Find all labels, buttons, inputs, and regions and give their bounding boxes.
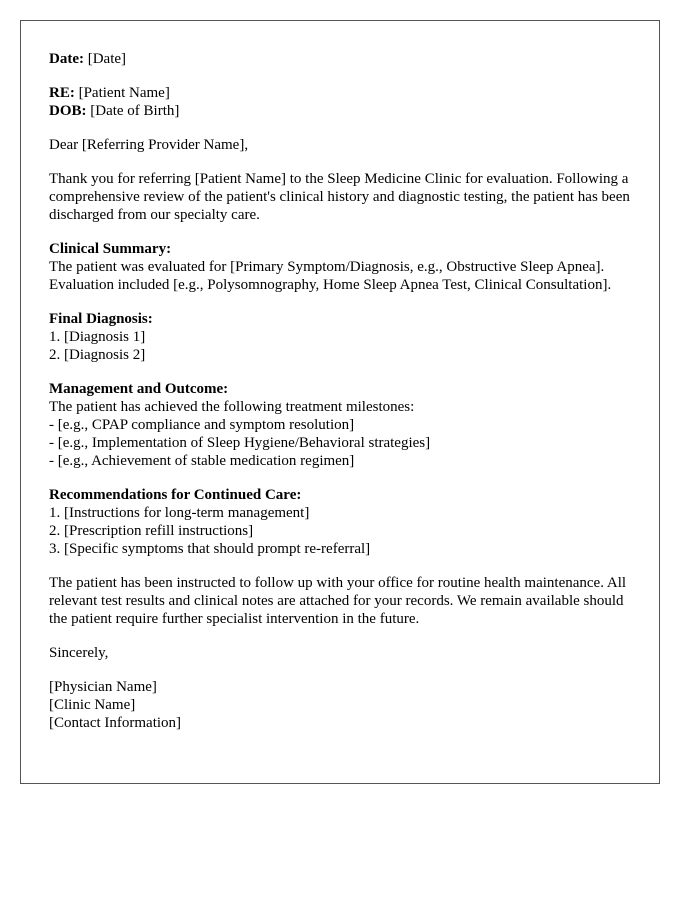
- management-text: The patient has achieved the following treatment milestones:: [49, 399, 415, 415]
- date-line: [49, 50, 631, 68]
- signoff: [49, 644, 631, 662]
- patient-info: [49, 84, 631, 120]
- signoff-text: Sincerely,: [49, 645, 109, 661]
- dob-value: [Date of Birth]: [90, 103, 180, 119]
- physician-name: [Physician Name]: [49, 679, 157, 695]
- salutation-text: Dear [Referring Provider Name],: [49, 137, 249, 153]
- signature-block: [49, 678, 631, 732]
- recommendations-section: [49, 486, 631, 558]
- contact-information: [Contact Information]: [49, 715, 182, 731]
- recommendation-item: 1. [Instructions for long-term management]: [49, 505, 310, 521]
- management-section: [49, 380, 631, 470]
- salutation: [49, 136, 631, 154]
- final-diagnosis-section: [49, 310, 631, 364]
- recommendation-item: 3. [Specific symptoms that should prompt re-referral]: [49, 541, 371, 557]
- dob-label: DOB:: [49, 103, 87, 119]
- milestone-item: - [e.g., Implementation of Sleep Hygiene/Behavioral strategies]: [49, 435, 431, 451]
- final-diagnosis-heading: Final Diagnosis:: [49, 311, 153, 327]
- closing-paragraph: [49, 574, 631, 628]
- diagnosis-item: 1. [Diagnosis 1]: [49, 329, 146, 345]
- diagnosis-item: 2. [Diagnosis 2]: [49, 347, 146, 363]
- management-heading: Management and Outcome:: [49, 381, 229, 397]
- clinical-summary-section: [49, 240, 631, 294]
- recommendation-item: 2. [Prescription refill instructions]: [49, 523, 254, 539]
- recommendations-heading: Recommendations for Continued Care:: [49, 487, 302, 503]
- re-value: [Patient Name]: [78, 85, 170, 101]
- date-value: [Date]: [87, 51, 127, 67]
- milestone-item: - [e.g., CPAP compliance and symptom resolution]: [49, 417, 355, 433]
- discharge-letter: [20, 20, 660, 784]
- date-label: Date:: [49, 51, 84, 67]
- intro-paragraph: [49, 170, 631, 224]
- clinical-summary-heading: Clinical Summary:: [49, 241, 172, 257]
- clinical-summary-text: The patient was evaluated for [Primary Symptom/Diagnosis, e.g., Obstructive Sleep Apnea]. Evaluation included [e.g., Polysomnography, Home Sleep Apnea Test, Clinical Consultation].: [49, 259, 612, 293]
- milestone-item: - [e.g., Achievement of stable medication regimen]: [49, 453, 355, 469]
- intro-text: Thank you for referring [Patient Name] to the Sleep Medicine Clinic for evaluation. Following a comprehensive review of the patient's clinical history and diagnostic testing, the patient has been discharged from our specialty care.: [49, 171, 630, 223]
- closing-text: The patient has been instructed to follow up with your office for routine health maintenance. All relevant test results and clinical notes are attached for your records. We remain available should the patient require further specialist intervention in the future.: [49, 575, 627, 627]
- re-label: RE:: [49, 85, 75, 101]
- clinic-name: [Clinic Name]: [49, 697, 136, 713]
